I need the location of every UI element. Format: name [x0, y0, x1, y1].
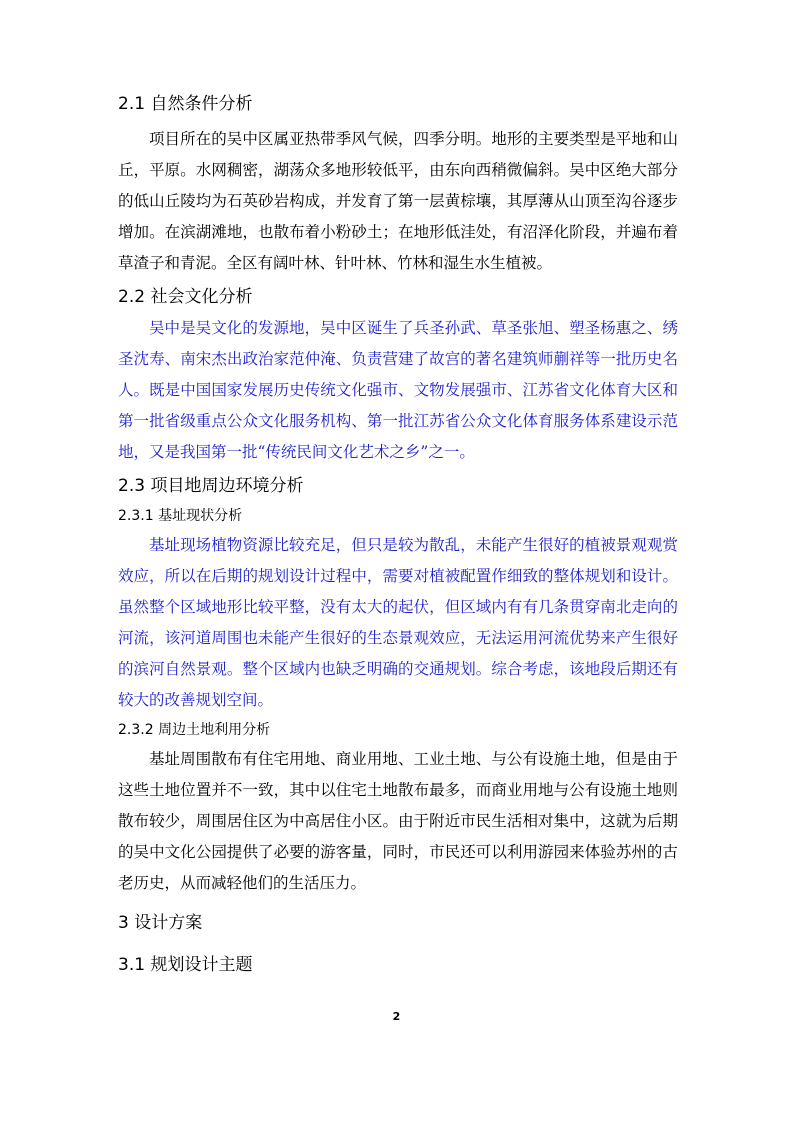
heading-2-3-2: 2.3.2 周边土地利用分析	[118, 722, 271, 738]
heading-2-3: 2.3 项目地周边环境分析	[118, 476, 304, 496]
heading-2-1: 2.1 自然条件分析	[118, 94, 253, 114]
paragraph-site-status: 基址现场植物资源比较充足，但只是较为散乱，未能产生很好的植被景观观赏效应，所以在后期的规划设计过程中，需要对植被配置作细致的整体规划和设计。虽然整个区域地形比较平整，没有太大的起伏，但区域内有有几条贯穿南北走向的河流，该河道周围也未能产生很好的生态景观效应，无法运用河流优势来产生很好的滨河自然景观。整个区域内也缺乏明确的交通规划。综合考虑，该地段后期还有较大的改善规划空间。	[118, 536, 678, 709]
heading-2-3-1: 2.3.1 基址现状分析	[118, 508, 243, 524]
heading-3-1: 3.1 规划设计主题	[118, 955, 253, 975]
page-content	[118, 88, 678, 981]
heading-3: 3 设计方案	[118, 913, 203, 933]
heading-2-2: 2.2 社会文化分析	[118, 287, 253, 307]
paragraph-social-culture: 吴中是吴文化的发源地，吴中区诞生了兵圣孙武、草圣张旭、塑圣杨惠之、绣圣沈寿、南宋杰出政治家范仲淹、负责营建了故宫的著名建筑师蒯祥等一批历史名人。既是中国国家发展历史传统文化强市、文物发展强市、江苏省文化体育大区和第一批省级重点公众文化服务机构、第一批江苏省公众文化体育服务体系建设示范地，又是我国第一批“传统民间文化艺术之乡”之一。	[118, 319, 678, 461]
paragraph-land-use: 基址周围散布有住宅用地、商业用地、工业土地、与公有设施土地，但是由于这些土地位置并不一致，其中以住宅土地散布最多，而商业用地与公有设施土地则散布较少，周围居住区为中高居住小区。由于附近市民生活相对集中，这就为后期的吴中文化公园提供了必要的游客量，同时，市民还可以利用游园来体验苏州的古老历史，从而减轻他们的生活压力。	[118, 750, 678, 892]
page-number: 2	[392, 1010, 401, 1023]
paragraph-natural-conditions: 项目所在的吴中区属亚热带季风气候，四季分明。地形的主要类型是平地和山丘，平原。水网稠密，湖荡众多地形较低平，由东向西稍微偏斜。吴中区绝大部分的低山丘陵均为石英砂岩构成，并发育了第一层黄棕壤，其厚薄从山顶至沟谷逐步增加。在滨湖滩地，也散布着小粉砂土；在地形低洼处，有沼泽化阶段，并遍布着草渣子和青泥。全区有阔叶林、针叶林、竹林和湿生水生植被。	[118, 130, 678, 272]
